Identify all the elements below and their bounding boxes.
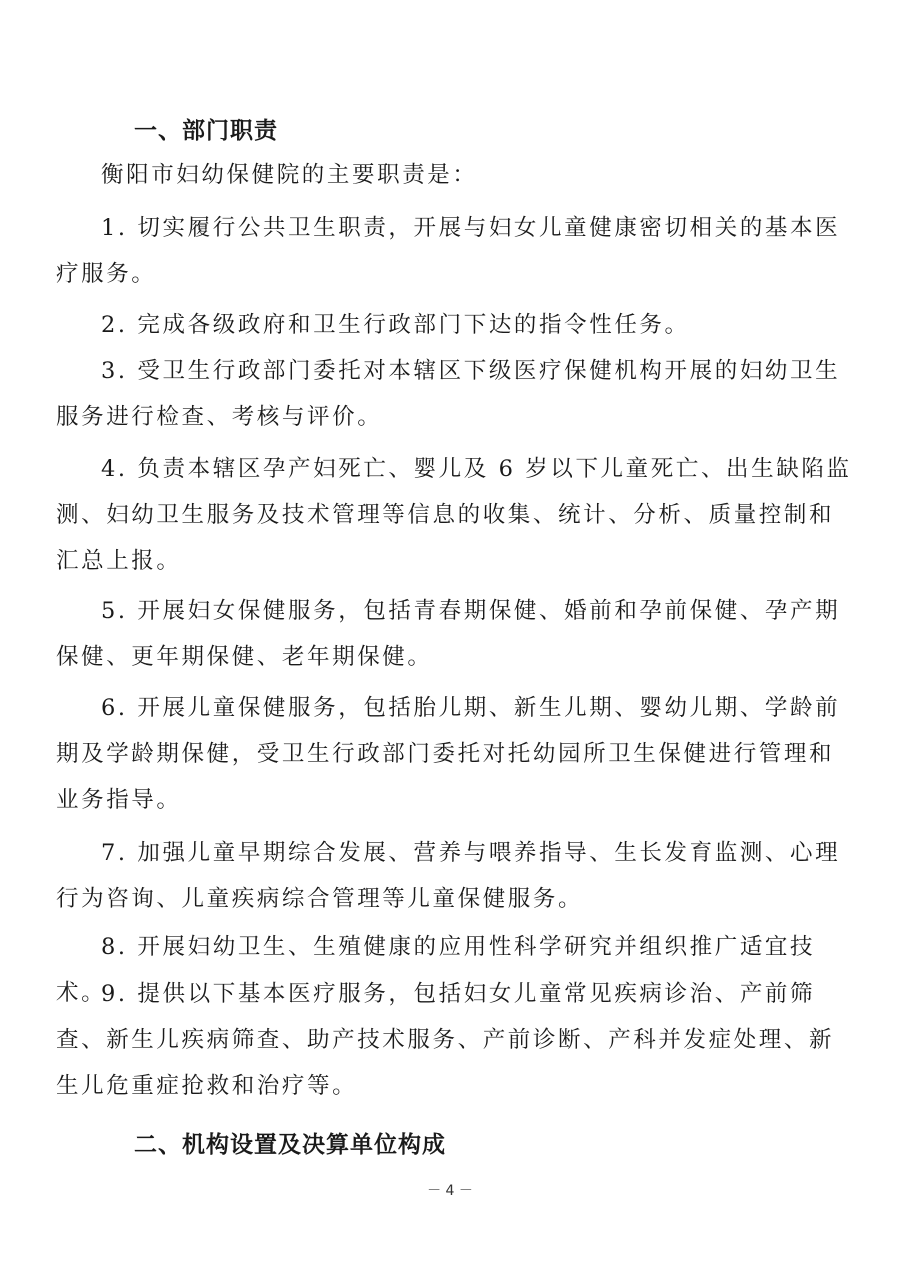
duty-item-5: 5. 开展妇女保健服务，包括青春期保健、婚前和孕前保健、孕产期保健、更年期保健、老年期保健。 [56, 598, 841, 670]
duty-item-8: 8. 开展妇幼卫生、生殖健康的应用性科学研究并组织推广适宜技术。 [56, 934, 816, 1006]
section-heading-duties: 一、部门职责 [134, 117, 278, 144]
duty-item-6: 6. 开展儿童保健服务，包括胎儿期、新生儿期、婴幼儿期、学龄前期及学龄期保健，受卫生行政部门委托对托幼园所卫生保健进行管理和业务指导。 [56, 695, 841, 813]
duty-item-2: 2. 完成各级政府和卫生行政部门下达的指令性任务。 [101, 312, 690, 338]
section-heading-organization: 二、机构设置及决算单位构成 [134, 1131, 446, 1158]
duty-item-9: 9. 提供以下基本医疗服务，包括妇女儿童常见疾病诊治、产前筛查、新生儿疾病筛查、助产技术服务、产前诊断、产科并发症处理、新生儿危重症抢救和治疗等。 [56, 981, 835, 1099]
page-number: － 4 － [427, 1183, 473, 1199]
duty-item-7: 7. 加强儿童早期综合发展、营养与喂养指导、生长发育监测、心理行为咨询、儿童疾病综合管理等儿童保健服务。 [56, 840, 841, 912]
duty-item-3: 3. 受卫生行政部门委托对本辖区下级医疗保健机构开展的妇幼卫生服务进行检查、考核与评价。 [56, 358, 841, 430]
duty-item-4: 4. 负责本辖区孕产妇死亡、婴儿及 6 岁以下儿童死亡、出生缺陷监测、妇幼卫生服务及技术管理等信息的收集、统计、分析、质量控制和汇总上报。 [56, 456, 852, 574]
duty-item-1: 1. 切实履行公共卫生职责，开展与妇女儿童健康密切相关的基本医疗服务。 [56, 215, 841, 287]
intro-paragraph: 衡阳市妇幼保健院的主要职责是： [101, 162, 478, 188]
